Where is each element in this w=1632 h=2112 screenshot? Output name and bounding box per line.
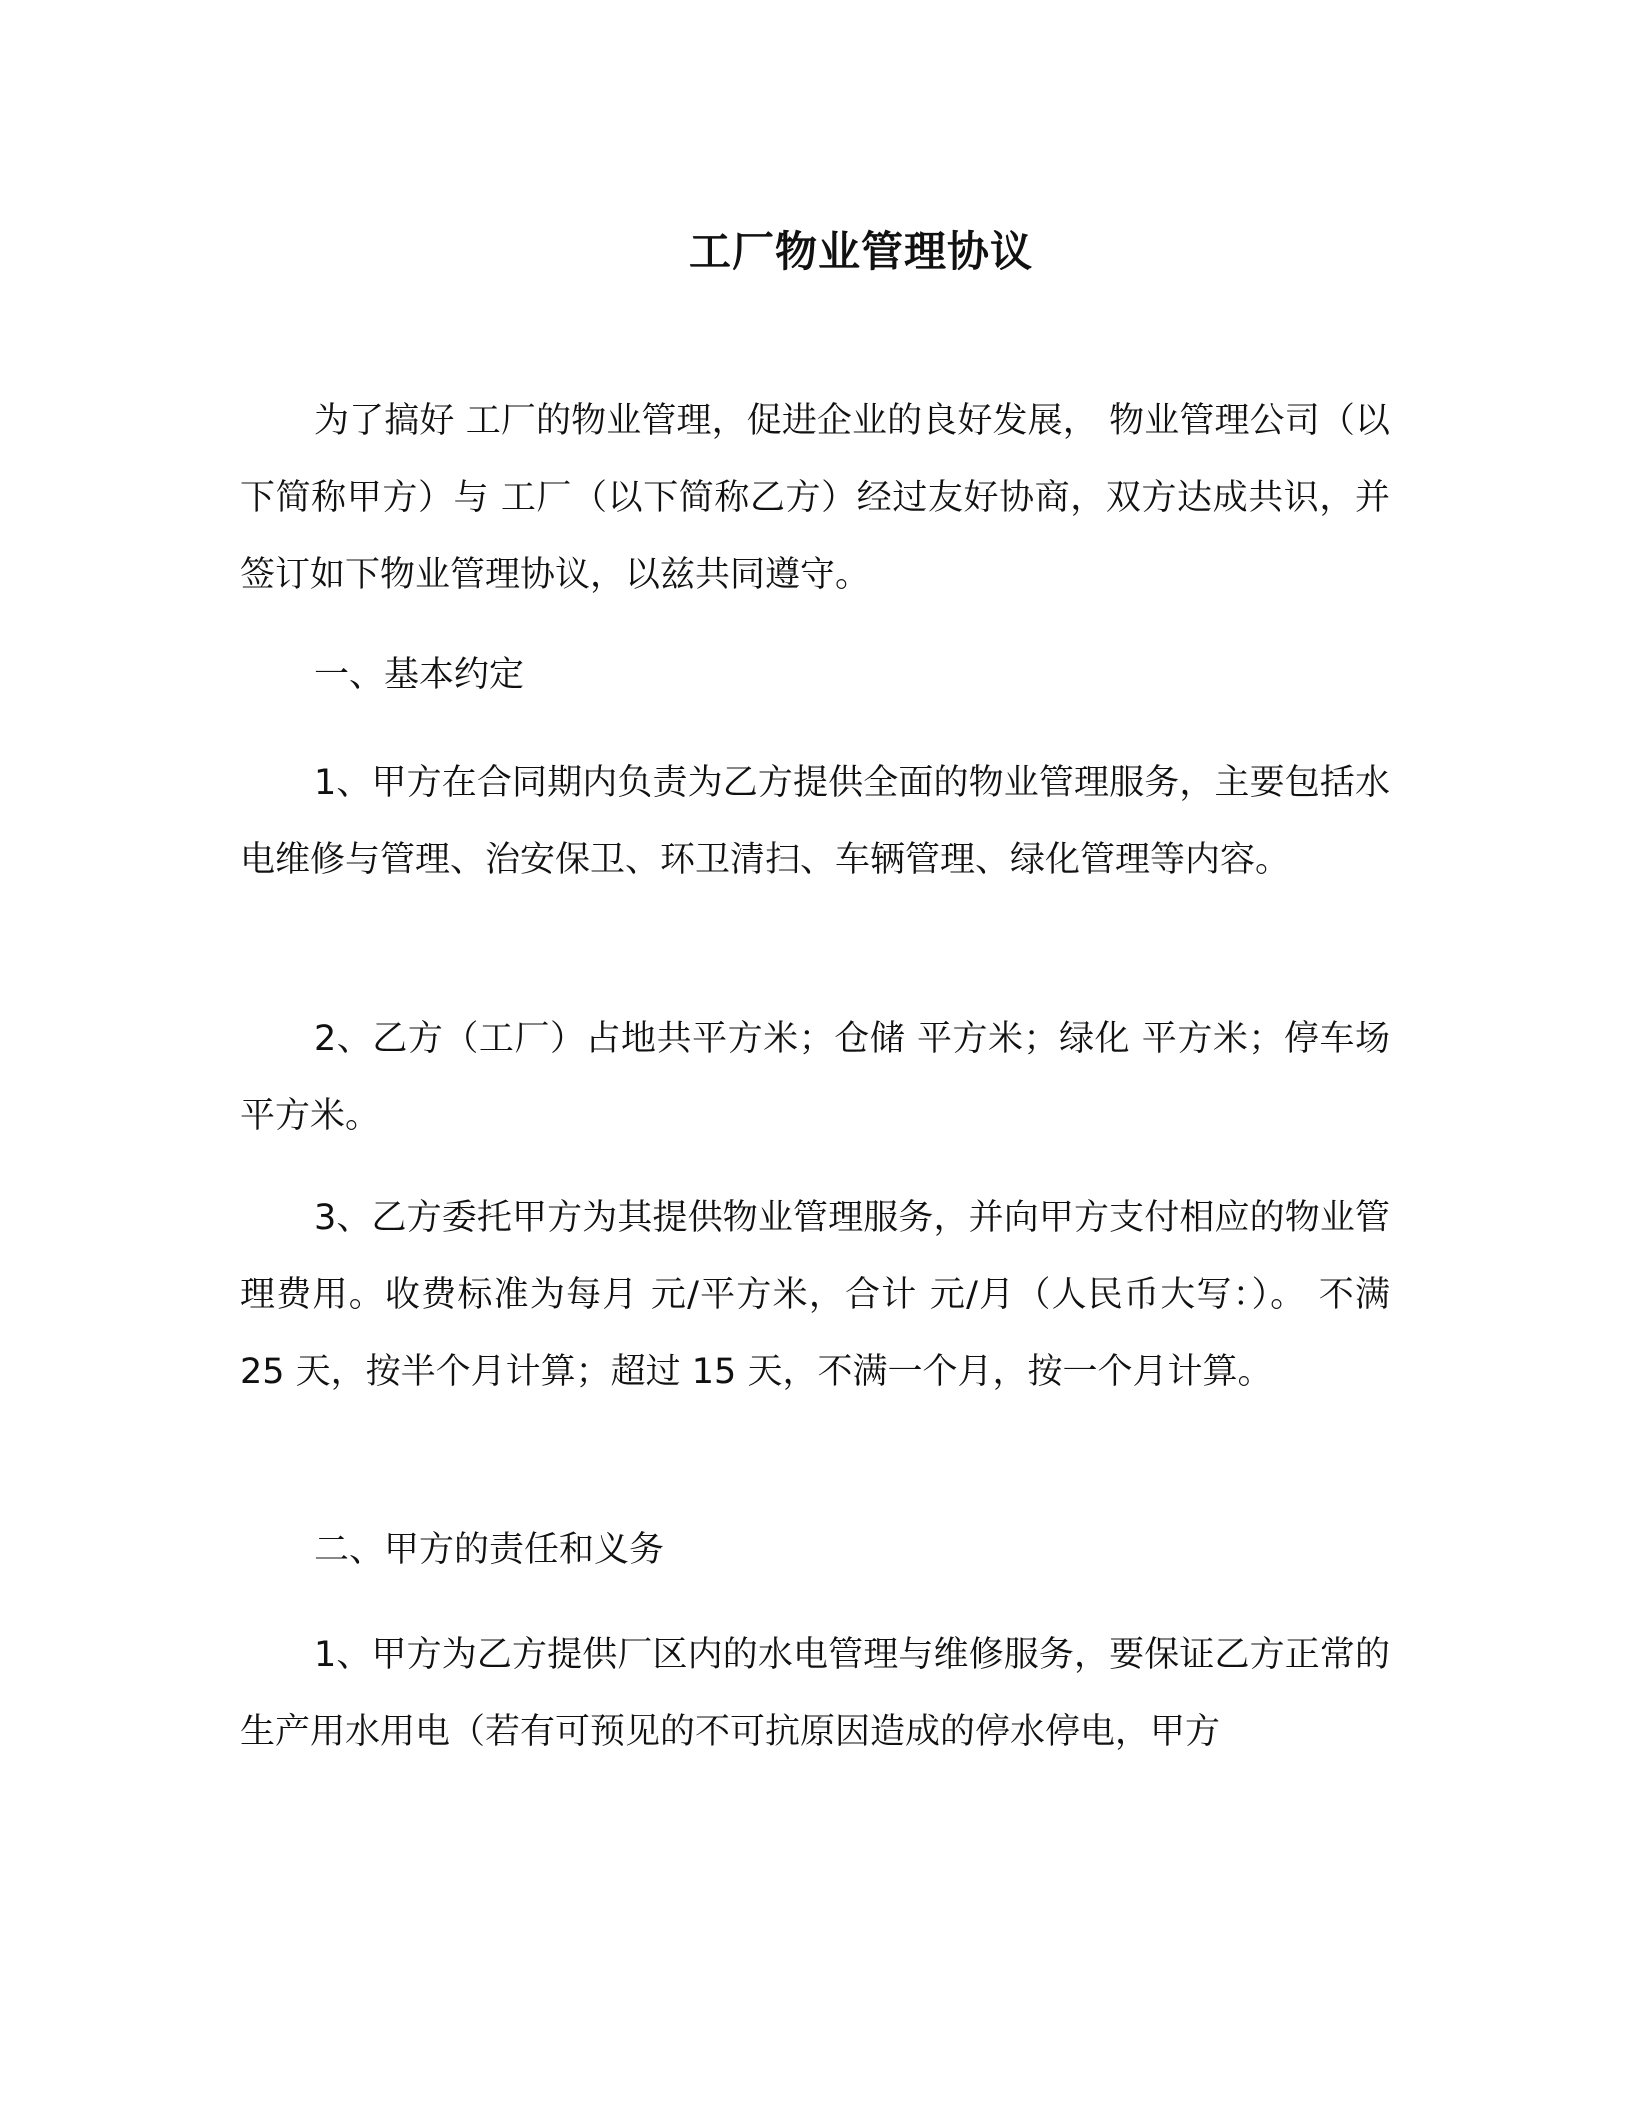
clause-1-3: 3、乙方委托甲方为其提供物业管理服务，并向甲方支付相应的物业管理费用。收费标准为每月 元/平方米，合计 元/月（人民币大写：）。 不满 25 天，按半个月计算；超过 15 天，不满一个月，按一个月计算。 bbox=[240, 1198, 1390, 1392]
intro-paragraph: 为了搞好 工厂的物业管理，促进企业的良好发展， 物业管理公司（以下简称甲方）与 工厂（以下简称乙方）经过友好协商，双方达成共识，并签订如下物业管理协议，以兹共同遵守。 bbox=[240, 401, 1390, 595]
clause-1-1: 1、甲方在合同期内负责为乙方提供全面的物业管理服务，主要包括水电维修与管理、治安保卫、环卫清扫、车辆管理、绿化管理等内容。 bbox=[240, 763, 1390, 880]
section-heading-basic-terms: 一、基本约定 bbox=[314, 655, 525, 695]
section-heading-party-a-duties: 二、甲方的责任和义务 bbox=[314, 1530, 665, 1570]
clause-2-1: 1、甲方为乙方提供厂区内的水电管理与维修服务，要保证乙方正常的生产用水用电（若有可预见的不可抗原因造成的停水停电，甲方 bbox=[240, 1635, 1390, 1752]
document-title: 工厂物业管理协议 bbox=[688, 227, 1033, 276]
clause-1-2: 2、乙方（工厂）占地共平方米；仓储 平方米；绿化 平方米；停车场 平方米。 bbox=[240, 1019, 1390, 1136]
